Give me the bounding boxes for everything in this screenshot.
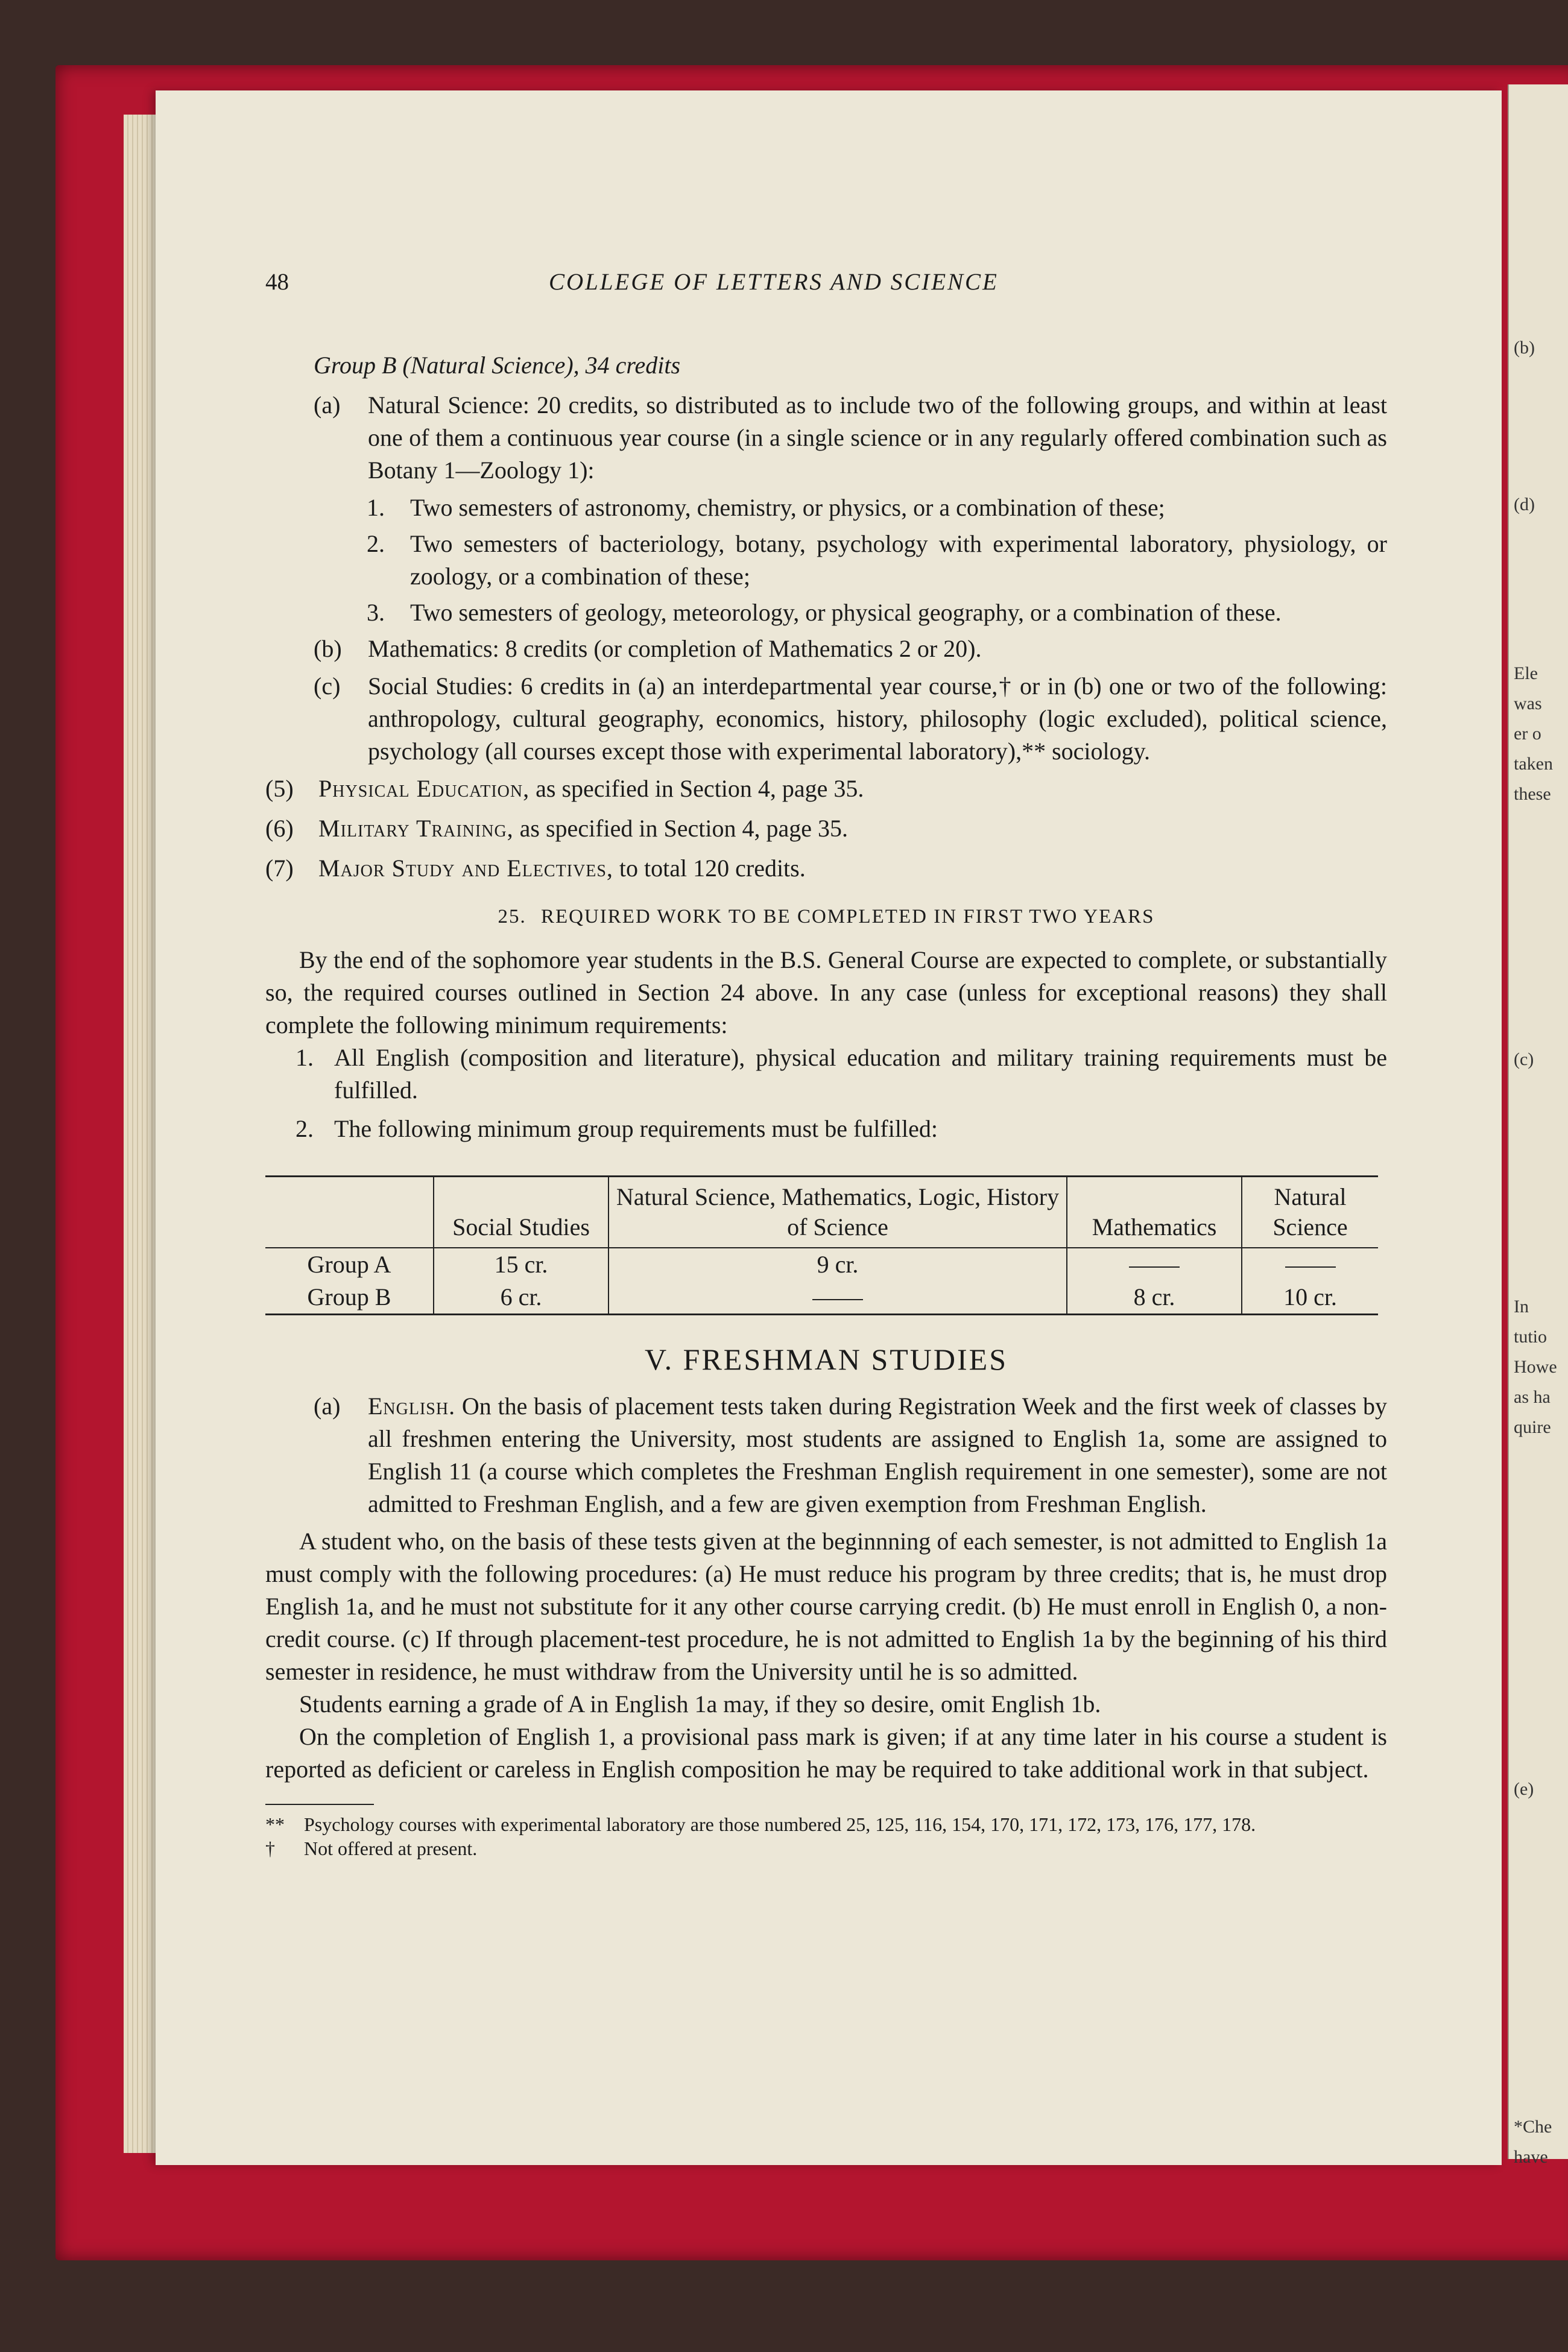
english-paragraph: (a) English. On the basis of placement tests taken during Registration Week and the first week of classes by all freshmen entering the University, most students are assigned to English 1a, some are assigned to English 11 (a course which completes the Freshman English requirement in one semester), some are not admitted to Freshman English, and a few are given exemption from Freshman English. [314, 1393, 1388, 1517]
page-header [265, 268, 1387, 307]
group-requirements-table [265, 1175, 1378, 1315]
footnotes [265, 1812, 1387, 1860]
facing-page [1508, 84, 1568, 2167]
minimum-requirement: 2. The following minimum group requirements must be fulfilled: [296, 1115, 938, 1142]
requirement-item: (5) Physical Education, as specified in Section 4, page 35. [265, 775, 864, 802]
table-header-row: Social Studies Natural Science, Mathematics, Logic, History of Science Mathematics Natural Science [265, 1177, 1378, 1248]
group-b-item-b: (b) Mathematics: 8 credits (or completion of Mathematics 2 or 20). [314, 635, 982, 662]
running-head: COLLEGE OF LETTERS AND SCIENCE [549, 269, 999, 295]
procedure-paragraph: A student who, on the basis of these tests given at the beginnning of each semester, is not admitted to English 1a must comply with the following procedures: (a) He must reduce his program by three credits; that is, he must drop English 1a, and he must not substitute for it any other course carrying credit. (b) He must enroll in English 0, a non-credit course. (c) If through placement-test procedure, he is not admitted to English 1a by the beginning of his third semester in residence, he must withdraw from the University until he is so admitted. [265, 1528, 1387, 1685]
section-25-intro: By the end of the sophomore year students in the B.S. General Course are expected to complete, or substantially so, the required courses outlined in Section 24 above. In any case (unless for exceptional reasons) they shall complete the following minimum requirements: [265, 946, 1387, 1038]
empty-cell-dash [812, 1299, 863, 1300]
table-row: Group B 6 cr. 8 cr. 10 cr. [265, 1281, 1378, 1315]
facing-fragment: (d) [1514, 495, 1535, 514]
natural-science-option: 1. Two semesters of astronomy, chemistry, or physics, or a combination of these; [367, 494, 1165, 521]
facing-fragment: er o [1514, 724, 1541, 744]
facing-fragment: was [1514, 694, 1542, 713]
requirement-item: (6) Military Training, as specified in Section 4, page 35. [265, 815, 848, 842]
table-row: Group A 15 cr. 9 cr. [265, 1248, 1378, 1281]
group-b-item-a: (a) Natural Science: 20 credits, so distributed as to include two of the following groups, and within at least one of them a continuous year course (in a single science or in any regularly offered combination such as Botany 1—Zoology 1): [314, 391, 1387, 484]
footnote: ** Psychology courses with experimental laboratory are those numbered 25, 125, 116, 154, 170, 171, 172, 173, 176, 177, 178. [265, 1813, 1256, 1835]
group-b-item-c: (c) Social Studies: 6 credits in (a) an interdepartmental year course,† or in (b) one or two of the following: anthropology, cultural geography, economics, history, philosophy (logic excluded), political science, psychology (all courses except those with experimental laboratory),** sociology. [314, 672, 1387, 765]
natural-science-option: 2. Two semesters of bacteriology, botany, psychology with experimental laboratory, physiology, or zoology, or a combination of these; [367, 530, 1387, 590]
requirement-item: (7) Major Study and Electives, to total 120 credits. [265, 855, 806, 882]
footnote-rule [265, 1804, 374, 1805]
facing-fragment: have [1514, 2147, 1548, 2167]
facing-fragment: tutio [1514, 1327, 1547, 1347]
facing-fragment: Howe [1514, 1357, 1557, 1377]
grade-paragraph: Students earning a grade of A in English 1a may, if they so desire, omit English 1b. [299, 1690, 1101, 1718]
minimum-requirement: 1. All English (composition and literature), physical education and military training requirements must be fulfilled. [296, 1044, 1387, 1104]
facing-fragment: (e) [1514, 1779, 1534, 1799]
facing-fragment: (b) [1514, 338, 1535, 358]
footnote: † Not offered at present. [265, 1838, 478, 1859]
facing-fragment: as ha [1514, 1387, 1551, 1407]
facing-fragment: Ele [1514, 663, 1538, 683]
section-25-heading: 25. REQUIRED WORK TO BE COMPLETED IN FIRST TWO YEARS [498, 906, 1155, 928]
group-b-title: Group B (Natural Science), 34 credits [314, 352, 681, 379]
facing-fragment: taken [1514, 754, 1553, 774]
pass-mark-paragraph: On the completion of English 1, a provisional pass mark is given; if at any time later in his course a student is reported as deficient or careless in English composition he may be required to take additional work in that subject. [265, 1723, 1387, 1783]
facing-fragment: *Che [1514, 2117, 1552, 2137]
section-v-heading: V. FRESHMAN STUDIES [644, 1342, 1008, 1376]
empty-cell-dash [1285, 1266, 1336, 1268]
facing-fragment: these [1514, 784, 1551, 804]
page-text [265, 268, 1387, 1860]
facing-fragment: In [1514, 1297, 1529, 1317]
page-number: 48 [265, 269, 289, 295]
empty-cell-dash [1129, 1266, 1180, 1268]
facing-fragment: quire [1514, 1417, 1551, 1437]
natural-science-option: 3. Two semesters of geology, meteorology, or physical geography, or a combination of these. [367, 599, 1282, 626]
facing-fragment: (c) [1514, 1049, 1534, 1069]
